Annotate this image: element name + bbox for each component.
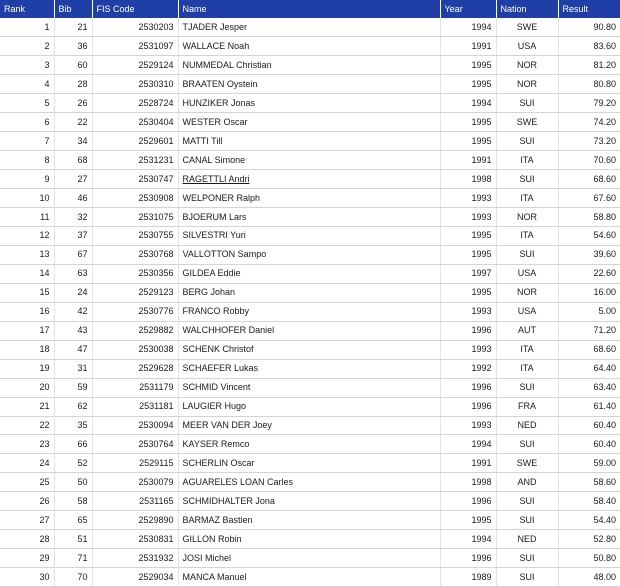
birth-year-cell: 1994 (440, 94, 496, 113)
table-row[interactable] (0, 454, 620, 473)
results-table-body (0, 18, 620, 587)
athlete-name-cell: SILVESTRI Yuri (178, 226, 440, 245)
birth-year-cell: 1993 (440, 416, 496, 435)
table-row[interactable] (0, 226, 620, 245)
fis-code-cell: 2530310 (92, 75, 178, 94)
rank-cell: 11 (0, 208, 54, 227)
rank-cell: 18 (0, 340, 54, 359)
rank-cell: 9 (0, 170, 54, 189)
rank-cell: 19 (0, 359, 54, 378)
athlete-name-cell: VALLOTTON Sampo (178, 245, 440, 264)
fis-code-cell: 2530908 (92, 189, 178, 208)
column-header-bib[interactable]: Bib (54, 0, 92, 18)
table-row[interactable] (0, 321, 620, 340)
rank-cell: 2 (0, 37, 54, 56)
athlete-name-cell: WELPONER Ralph (178, 189, 440, 208)
table-row[interactable] (0, 113, 620, 132)
result-cell: 58.40 (558, 492, 620, 511)
rank-cell: 21 (0, 397, 54, 416)
bib-cell: 66 (54, 435, 92, 454)
rank-cell: 4 (0, 75, 54, 94)
fis-code-cell: 2530356 (92, 264, 178, 283)
table-row[interactable] (0, 132, 620, 151)
athlete-name-cell: MATTI Till (178, 132, 440, 151)
athlete-name-cell: BJOERUM Lars (178, 208, 440, 227)
result-cell: 79.20 (558, 94, 620, 113)
fis-code-cell: 2529115 (92, 454, 178, 473)
athlete-name-cell: SCHERLIN Oscar (178, 454, 440, 473)
nation-cell: USA (496, 37, 558, 56)
birth-year-cell: 1996 (440, 378, 496, 397)
athlete-name-cell: CANAL Simone (178, 151, 440, 170)
fis-code-cell: 2531179 (92, 378, 178, 397)
result-cell: 50.80 (558, 549, 620, 568)
column-header-rank[interactable]: Rank (0, 0, 54, 18)
rank-cell: 3 (0, 56, 54, 75)
bib-cell: 32 (54, 208, 92, 227)
table-row[interactable] (0, 245, 620, 264)
table-row[interactable] (0, 549, 620, 568)
fis-code-cell: 2531097 (92, 37, 178, 56)
rank-cell: 5 (0, 94, 54, 113)
birth-year-cell: 1993 (440, 189, 496, 208)
rank-cell: 20 (0, 378, 54, 397)
nation-cell: SUI (496, 132, 558, 151)
result-cell: 61.40 (558, 397, 620, 416)
bib-cell: 65 (54, 511, 92, 530)
result-cell: 80.80 (558, 75, 620, 94)
fis-code-cell: 2530094 (92, 416, 178, 435)
bib-cell: 71 (54, 549, 92, 568)
rank-cell: 30 (0, 568, 54, 587)
birth-year-cell: 1995 (440, 511, 496, 530)
table-row[interactable] (0, 189, 620, 208)
athlete-name-cell: SCHMID Vincent (178, 378, 440, 397)
nation-cell: NOR (496, 283, 558, 302)
birth-year-cell: 1991 (440, 151, 496, 170)
table-row[interactable] (0, 416, 620, 435)
result-cell: 52.80 (558, 530, 620, 549)
birth-year-cell: 1991 (440, 37, 496, 56)
fis-code-cell: 2530203 (92, 18, 178, 37)
fis-code-cell: 2530038 (92, 340, 178, 359)
result-cell: 54.40 (558, 511, 620, 530)
fis-code-cell: 2530404 (92, 113, 178, 132)
athlete-name-cell: SCHENK Christof (178, 340, 440, 359)
result-cell: 74.20 (558, 113, 620, 132)
bib-cell: 42 (54, 302, 92, 321)
birth-year-cell: 1993 (440, 340, 496, 359)
athlete-name-cell: GILLON Robin (178, 530, 440, 549)
column-header-name[interactable]: Name (178, 0, 440, 18)
rank-cell: 29 (0, 549, 54, 568)
athlete-name-cell: JOSI Michel (178, 549, 440, 568)
rank-cell: 8 (0, 151, 54, 170)
fis-code-cell: 2530831 (92, 530, 178, 549)
fis-code-cell: 2530079 (92, 473, 178, 492)
table-row[interactable] (0, 208, 620, 227)
birth-year-cell: 1994 (440, 530, 496, 549)
birth-year-cell: 1993 (440, 208, 496, 227)
rank-cell: 16 (0, 302, 54, 321)
birth-year-cell: 1989 (440, 568, 496, 587)
fis-code-cell: 2531181 (92, 397, 178, 416)
table-row[interactable] (0, 151, 620, 170)
rank-cell: 1 (0, 18, 54, 37)
fis-code-cell: 2529123 (92, 283, 178, 302)
nation-cell: SUI (496, 492, 558, 511)
table-row[interactable] (0, 94, 620, 113)
result-cell: 73.20 (558, 132, 620, 151)
athlete-name-cell: WALLACE Noah (178, 37, 440, 56)
bib-cell: 36 (54, 37, 92, 56)
birth-year-cell: 1995 (440, 75, 496, 94)
bib-cell: 43 (54, 321, 92, 340)
athlete-name-cell: GILDEA Eddie (178, 264, 440, 283)
bib-cell: 46 (54, 189, 92, 208)
nation-cell: SUI (496, 511, 558, 530)
nation-cell: ITA (496, 359, 558, 378)
nation-cell: SUI (496, 568, 558, 587)
table-row[interactable] (0, 302, 620, 321)
nation-cell: SUI (496, 549, 558, 568)
athlete-name-cell: AGUARELES LOAN Carles (178, 473, 440, 492)
bib-cell: 50 (54, 473, 92, 492)
bib-cell: 51 (54, 530, 92, 549)
nation-cell: NED (496, 530, 558, 549)
birth-year-cell: 1995 (440, 132, 496, 151)
table-row[interactable] (0, 435, 620, 454)
table-row[interactable] (0, 492, 620, 511)
table-row[interactable] (0, 511, 620, 530)
nation-cell: SWE (496, 454, 558, 473)
table-row[interactable] (0, 283, 620, 302)
fis-code-cell: 2531165 (92, 492, 178, 511)
nation-cell: NED (496, 416, 558, 435)
birth-year-cell: 1998 (440, 170, 496, 189)
nation-cell: NOR (496, 208, 558, 227)
nation-cell: ITA (496, 189, 558, 208)
table-row[interactable] (0, 75, 620, 94)
table-row[interactable] (0, 568, 620, 587)
fis-code-cell: 2531231 (92, 151, 178, 170)
fis-code-cell: 2530768 (92, 245, 178, 264)
birth-year-cell: 1993 (440, 302, 496, 321)
nation-cell: SUI (496, 435, 558, 454)
athlete-name-cell: WALCHHOFER Daniel (178, 321, 440, 340)
athlete-name-cell: NUMMEDAL Christian (178, 56, 440, 75)
birth-year-cell: 1994 (440, 18, 496, 37)
nation-cell: SUI (496, 378, 558, 397)
result-cell: 64.40 (558, 359, 620, 378)
fis-code-cell: 2530747 (92, 170, 178, 189)
table-row[interactable] (0, 56, 620, 75)
bib-cell: 26 (54, 94, 92, 113)
birth-year-cell: 1995 (440, 226, 496, 245)
rank-cell: 25 (0, 473, 54, 492)
column-header-result[interactable]: Result (562, 4, 589, 14)
athlete-name-cell: HUNZIKER Jonas (178, 94, 440, 113)
nation-cell: SUI (496, 170, 558, 189)
table-row[interactable] (0, 37, 620, 56)
rank-cell: 23 (0, 435, 54, 454)
result-cell: 58.60 (558, 473, 620, 492)
rank-cell: 24 (0, 454, 54, 473)
table-row[interactable] (0, 264, 620, 283)
bib-cell: 22 (54, 113, 92, 132)
birth-year-cell: 1992 (440, 359, 496, 378)
column-header-nation[interactable]: Nation (496, 0, 558, 18)
nation-cell: ITA (496, 151, 558, 170)
result-cell: 60.40 (558, 416, 620, 435)
birth-year-cell: 1995 (440, 113, 496, 132)
birth-year-cell: 1996 (440, 321, 496, 340)
bib-cell: 67 (54, 245, 92, 264)
table-row[interactable] (0, 340, 620, 359)
bib-cell: 52 (54, 454, 92, 473)
rank-cell: 10 (0, 189, 54, 208)
results-table-header (0, 0, 620, 18)
fis-code-cell: 2530755 (92, 226, 178, 245)
athlete-name-cell: WESTER Oscar (178, 113, 440, 132)
nation-cell: USA (496, 264, 558, 283)
bib-cell: 70 (54, 568, 92, 587)
bib-cell: 59 (54, 378, 92, 397)
bib-cell: 62 (54, 397, 92, 416)
rank-cell: 12 (0, 226, 54, 245)
athlete-name-cell: BARMAZ Bastien (178, 511, 440, 530)
rank-cell: 17 (0, 321, 54, 340)
bib-cell: 47 (54, 340, 92, 359)
bib-cell: 63 (54, 264, 92, 283)
bib-cell: 37 (54, 226, 92, 245)
athlete-name-cell: MEER VAN DER Joey (178, 416, 440, 435)
table-row[interactable] (0, 18, 620, 37)
rank-cell: 14 (0, 264, 54, 283)
birth-year-cell: 1996 (440, 492, 496, 511)
birth-year-cell: 1994 (440, 435, 496, 454)
table-row[interactable] (0, 378, 620, 397)
bib-cell: 31 (54, 359, 92, 378)
nation-cell: FRA (496, 397, 558, 416)
result-cell: 5.00 (558, 302, 620, 321)
bib-cell: 27 (54, 170, 92, 189)
bib-cell: 24 (54, 283, 92, 302)
nation-cell: NOR (496, 75, 558, 94)
fis-code-cell: 2531932 (92, 549, 178, 568)
nation-cell: AUT (496, 321, 558, 340)
table-row[interactable] (0, 530, 620, 549)
athlete-name-cell: FRANCO Robby (178, 302, 440, 321)
fis-code-cell: 2530776 (92, 302, 178, 321)
result-cell: 83.60 (558, 37, 620, 56)
bib-cell: 35 (54, 416, 92, 435)
bib-cell: 34 (54, 132, 92, 151)
athlete-name-cell: MANCA Manuel (178, 568, 440, 587)
birth-year-cell: 1996 (440, 549, 496, 568)
athlete-name-cell: SCHMIDHALTER Jona (178, 492, 440, 511)
result-cell: 90.80 (558, 18, 620, 37)
bib-cell: 21 (54, 18, 92, 37)
rank-cell: 27 (0, 511, 54, 530)
result-cell: 39.60 (558, 245, 620, 264)
table-row[interactable] (0, 359, 620, 378)
nation-cell: SUI (496, 245, 558, 264)
birth-year-cell: 1998 (440, 473, 496, 492)
result-cell: 60.40 (558, 435, 620, 454)
nation-cell: SWE (496, 113, 558, 132)
fis-code-cell: 2529601 (92, 132, 178, 151)
result-cell: 16.00 (558, 283, 620, 302)
birth-year-cell: 1991 (440, 454, 496, 473)
nation-cell: SUI (496, 94, 558, 113)
rank-cell: 6 (0, 113, 54, 132)
nation-cell: SWE (496, 18, 558, 37)
column-header-year[interactable]: Year (440, 0, 496, 18)
bib-cell: 60 (54, 56, 92, 75)
column-header-fis-code[interactable]: FIS Code (92, 0, 178, 18)
result-cell: 22.60 (558, 264, 620, 283)
fis-code-cell: 2529124 (92, 56, 178, 75)
fis-code-cell: 2529034 (92, 568, 178, 587)
nation-cell: AND (496, 473, 558, 492)
birth-year-cell: 1995 (440, 56, 496, 75)
birth-year-cell: 1995 (440, 283, 496, 302)
rank-cell: 7 (0, 132, 54, 151)
athlete-name-cell: LAUGIER Hugo (178, 397, 440, 416)
nation-cell: ITA (496, 340, 558, 359)
fis-code-cell: 2529890 (92, 511, 178, 530)
result-cell: 81.20 (558, 56, 620, 75)
fis-code-cell: 2530764 (92, 435, 178, 454)
athlete-name-cell: BRAATEN Oystein (178, 75, 440, 94)
nation-cell: NOR (496, 56, 558, 75)
athlete-name-cell: BERG Johan (178, 283, 440, 302)
rank-cell: 22 (0, 416, 54, 435)
table-row[interactable] (0, 170, 620, 189)
athlete-name-cell: SCHAEFER Lukas (178, 359, 440, 378)
rank-cell: 15 (0, 283, 54, 302)
rank-cell: 13 (0, 245, 54, 264)
result-cell: 59.00 (558, 454, 620, 473)
rank-cell: 28 (0, 530, 54, 549)
athlete-name-cell (178, 170, 440, 189)
athlete-name-cell: TJADER Jesper (178, 18, 440, 37)
bib-cell: 28 (54, 75, 92, 94)
result-cell: 67.60 (558, 189, 620, 208)
result-cell: 63.40 (558, 378, 620, 397)
result-cell: 70.60 (558, 151, 620, 170)
rank-cell: 26 (0, 492, 54, 511)
fis-code-cell: 2528724 (92, 94, 178, 113)
athlete-name-cell: KAYSER Remco (178, 435, 440, 454)
fis-code-cell: 2529882 (92, 321, 178, 340)
birth-year-cell: 1995 (440, 245, 496, 264)
table-row[interactable] (0, 397, 620, 416)
result-cell: 68.60 (558, 170, 620, 189)
nation-cell: ITA (496, 226, 558, 245)
birth-year-cell: 1997 (440, 264, 496, 283)
result-cell: 48.00 (558, 568, 620, 587)
fis-code-cell: 2531075 (92, 208, 178, 227)
result-cell: 68.60 (558, 340, 620, 359)
bib-cell: 58 (54, 492, 92, 511)
bib-cell: 68 (54, 151, 92, 170)
result-cell: 54.60 (558, 226, 620, 245)
result-cell: 58.80 (558, 208, 620, 227)
result-cell: 71.20 (558, 321, 620, 340)
table-row[interactable] (0, 473, 620, 492)
fis-code-cell: 2529628 (92, 359, 178, 378)
athlete-name-link[interactable]: RAGETTLI Andri (182, 173, 250, 184)
nation-cell: USA (496, 302, 558, 321)
header-row (0, 0, 620, 18)
birth-year-cell: 1996 (440, 397, 496, 416)
